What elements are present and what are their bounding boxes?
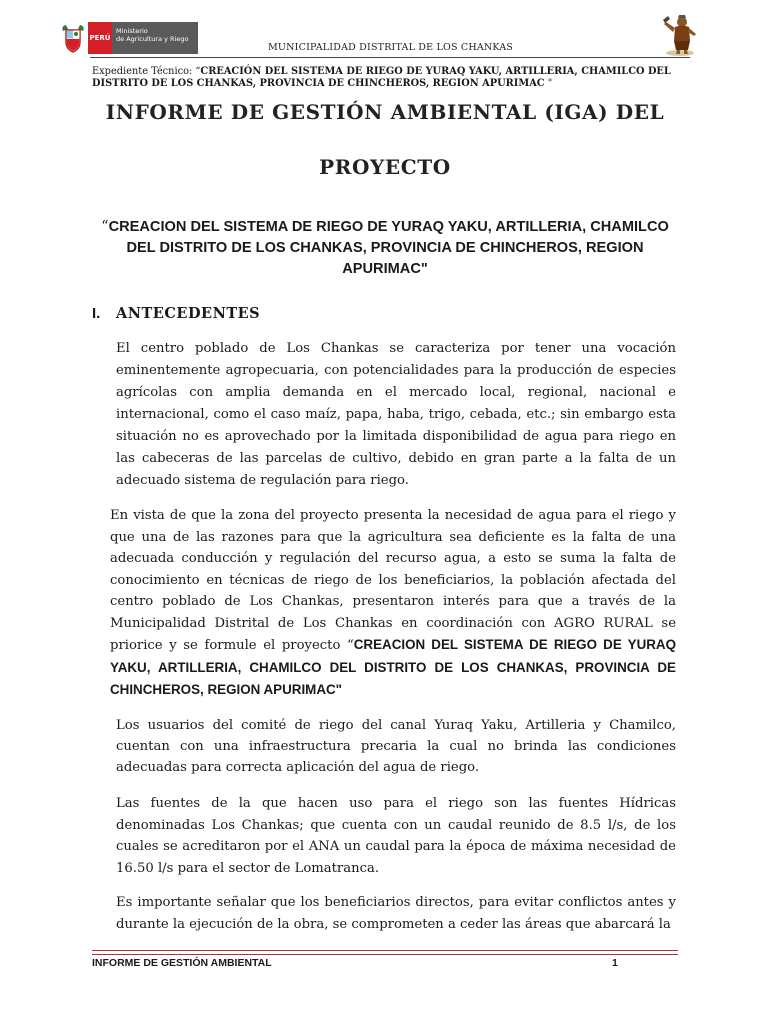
page-number: 1 [612,957,618,969]
project-name [88,216,682,280]
section-title: ANTECEDENTES [116,305,261,322]
expediente-label: Expediente Técnico: “ [92,66,201,77]
paragraph-1: El centro poblado de Los Chankas se caracteriza por tener una vocación eminentemente agropecuaria, con potencialidades para la producción de especies agrícolas con amplia demanda en el mercado local, regional, nacional e internacional, como el caso maíz, papa, haba, trigo, cebada, etc.; sin embargo esta situación no es aprovechado por la limitada disponibilidad de agua para riego en las cabeceras de las parcelas de cultivo, debido en gran parte a la falta de un adecuado sistema de regulación para riego. [116,341,676,488]
ministry-logo [60,22,198,54]
chanka-warrior-icon [658,14,702,56]
footer-title: INFORME DE GESTIÓN AMBIENTAL [92,957,272,969]
municipality-name: MUNICIPALIDAD DISTRITAL DE LOS CHANKAS [268,42,514,53]
project-name-text: CREACION DEL SISTEMA DE RIEGO DE YURAQ YAKU, ARTILLERIA, CHAMILCO DEL DISTRITO DE LOS CHANKAS, PROVINCIA DE CHINCHEROS, REGION APURIMAC" [108,219,669,277]
document-title-line2: PROYECTO [319,155,451,179]
expediente-close: " [544,77,553,89]
logo-country-label: PERÚ [88,22,112,54]
project-open-quote: “ [101,218,109,235]
footer-divider-thick [92,950,678,951]
paragraph-2-project: CREACION DEL SISTEMA DE RIEGO DE YURAQ YAKU, ARTILLERIA, CHAMILCO DEL DISTRITO DE LOS CHANKAS, PROVINCIA DE CHINCHEROS, REGION APURIMAC" [110,637,677,697]
logo-ministry-line2: de Agricultura y Riego [116,35,189,43]
logo-ministry-label [112,22,198,54]
header-divider [90,57,690,58]
footer-divider-thin [92,954,678,955]
paragraph-4: Las fuentes de la que hacen uso para el riego son las fuentes Hídricas denominadas Los Chankas; que cuenta con un caudal reunido de 8.5 l/s, de los cuales se acreditaron por el ANA un caudal para la época de máxima necesidad de 16.50 l/s para el sector de Lomatranca. [116,796,676,876]
expediente-line [92,66,682,89]
document-title-line1: INFORME DE GESTIÓN AMBIENTAL (IGA) DEL [105,100,665,124]
logo-ministry-line1: Ministerio [116,27,148,35]
paragraph-2-text: En vista de que la zona del proyecto presenta la necesidad de agua para el riego y que una de las razones para que la agricultura sea deficiente es la falta de una adecuada conducción y regulación del recurso agua, a esto se suma la falta de conocimiento en técnicas de riego de los beneficiarios, la población afectada del centro poblado de Los Chankas, presentaron interés para que a través de la Municipalidad Distrital de Los Chankas en coordinación con AGRO RURAL se priorice y se formule el proyecto “ [110,508,676,653]
paragraph-3: Los usuarios del comité de riego del canal Yuraq Yaku, Artilleria y Chamilco, cuentan con una infraestructura precaria la cual no brinda las condiciones adecuadas para correcta aplicación del agua de riego. [116,718,676,775]
paragraph-5: Es importante señalar que los beneficiarios directos, para evitar conflictos antes y durante la ejecución de la obra, se comprometen a ceder las áreas que abarcará la [116,895,676,932]
paragraph-2 [110,505,676,702]
peru-shield-icon [60,22,86,54]
section-number: I. [92,305,101,322]
expediente-project: CREACIÓN DEL SISTEMA DE RIEGO DE YURAQ YAKU, ARTILLERIA, CHAMILCO DEL DISTRITO DE LOS CHANKAS, PROVINCIA DE CHINCHEROS, REGION APURIMAC [92,66,671,89]
